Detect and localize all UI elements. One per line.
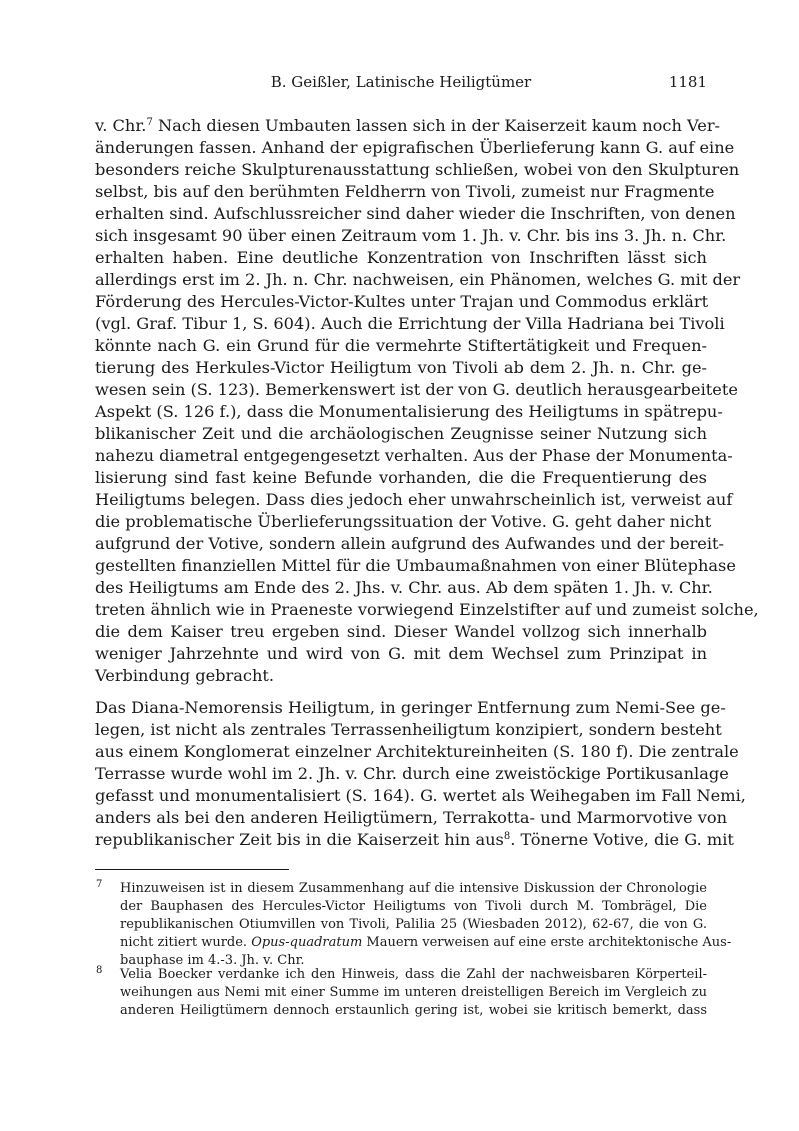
- footnote-line: bauphase im 4.-3. Jh. v. Chr.: [120, 953, 305, 968]
- text-line: Verbindung gebracht.: [95, 666, 275, 685]
- text-line: weniger Jahrzehnte und wird von G. mit dem Wechsel zum Prinzipat in: [95, 644, 707, 663]
- text-line: gefasst und monumentalisiert (S. 164). G. wertet als Weihegaben im Fall Nemi,: [95, 786, 746, 805]
- text-line: sich insgesamt 90 über einen Zeitraum vom 1. Jh. v. Chr. bis ins 3. Jh. n. Chr.: [95, 226, 727, 245]
- text-line: änderungen fassen. Anhand der epigrafischen Überlieferung kann G. auf eine: [95, 138, 735, 157]
- text-line: des Heiligtums am Ende des 2. Jhs. v. Chr. aus. Ab dem späten 1. Jh. v. Chr.: [95, 578, 713, 597]
- footnote-line: republikanischen Otiumvillen von Tivoli, Palilia 25 (Wiesbaden 2012), 62-67, die von G.: [120, 917, 707, 932]
- footnote-line: anderen Heiligtümern dennoch erstaunlich gering ist, wobei sie kritisch bemerkt, dass: [120, 1003, 707, 1018]
- text-line: wesen sein (S. 123). Bemerkenswert ist der von G. deutlich herausgearbeitete: [95, 380, 738, 399]
- running-header: [95, 70, 707, 94]
- text-line: besonders reiche Skulpturenausstattung schließen, wobei von den Skulpturen: [95, 160, 740, 179]
- footnote-ref-8[interactable]: 8: [503, 831, 511, 842]
- text-line: Heiligtums belegen. Dass dies jedoch eher unwahrscheinlich ist, verweist auf: [95, 490, 733, 509]
- italic-term: Opus-quadratum: [251, 935, 363, 950]
- footnote-line: weihungen aus Nemi mit einer Summe im unteren dreistelligen Bereich im Vergleich zu: [120, 985, 707, 1000]
- text-span: . Tönerne Votive, die G. mit: [510, 830, 734, 849]
- page-number: 1181: [668, 73, 707, 91]
- text-span: nicht zitiert wurde.: [120, 935, 248, 950]
- text-line: Förderung des Hercules-Victor-Kultes unter Trajan und Commodus erklärt: [95, 292, 709, 311]
- footnote-number: 8: [96, 965, 103, 976]
- text-line: anders als bei den anderen Heiligtümern, Terrakotta- und Marmorvotive von: [95, 808, 728, 827]
- footnote-line: [120, 934, 732, 952]
- text-span: v. Chr.: [95, 116, 147, 135]
- text-line: nahezu diametral entgegengesetzt verhalten. Aus der Phase der Monumenta-: [95, 446, 733, 465]
- text-line: [95, 115, 721, 137]
- text-line: Das Diana-Nemorensis Heiligtum, in geringer Entfernung zum Nemi-See ge-: [95, 698, 726, 717]
- text-span: republikanischer Zeit bis in die Kaiserzeit hin aus: [95, 830, 504, 849]
- text-line: Terrasse wurde wohl im 2. Jh. v. Chr. durch eine zweistöckige Portikusanlage: [95, 764, 729, 783]
- text-line: erhalten sind. Aufschlussreicher sind daher wieder die Inschriften, von denen: [95, 204, 736, 223]
- text-line: [95, 829, 734, 851]
- text-line: legen, ist nicht als zentrales Terrassenheiligtum konzipiert, sondern besteht: [95, 720, 722, 739]
- text-line: erhalten haben. Eine deutliche Konzentration von Inschriften lässt sich: [95, 248, 707, 267]
- text-line: aus einem Konglomerat einzelner Architektureinheiten (S. 180 f). Die zentrale: [95, 742, 739, 761]
- text-line: tierung des Herkules-Victor Heiligtum von Tivoli ab dem 2. Jh. n. Chr. ge-: [95, 358, 707, 377]
- running-title: B. Geißler, Latinische Heiligtümer: [270, 73, 532, 91]
- text-line: die dem Kaiser treu ergeben sind. Dieser Wandel vollzog sich innerhalb: [95, 622, 707, 641]
- text-line: allerdings erst im 2. Jh. n. Chr. nachweisen, ein Phänomen, welches G. mit der: [95, 270, 741, 289]
- text-line: könnte nach G. ein Grund für die vermehrte Stiftertätigkeit und Frequen-: [95, 336, 707, 355]
- text-line: treten ähnlich wie in Praeneste vorwiegend Einzelstifter auf und zumeist solche,: [95, 600, 759, 619]
- text-line: selbst, bis auf den berühmten Feldherrn von Tivoli, zumeist nur Fragmente: [95, 182, 715, 201]
- text-line: blikanischer Zeit und die archäologischen Zeugnisse seiner Nutzung sich: [95, 424, 707, 443]
- text-line: Aspekt (S. 126 f.), dass die Monumentalisierung des Heiligtums in spätrepu-: [95, 402, 723, 421]
- text-line: (vgl. Graf. Tibur 1, S. 604). Auch die Errichtung der Villa Hadriana bei Tivoli: [95, 314, 725, 333]
- text-span: Nach diesen Umbauten lassen sich in der Kaiserzeit kaum noch Ver-: [152, 116, 721, 135]
- footnote-line: der Bauphasen des Hercules-Victor Heiligtums von Tivoli durch M. Tombrägel, Die: [120, 899, 707, 914]
- footnote-ref-7[interactable]: 7: [146, 117, 153, 128]
- footnote-line: Hinzuweisen ist in diesem Zusammenhang auf die intensive Diskussion der Chronologie: [120, 881, 707, 896]
- text-line: lisierung sind fast keine Befunde vorhanden, die die Frequentierung des: [95, 468, 707, 487]
- text-line: aufgrund der Votive, sondern allein aufgrund des Aufwandes und der bereit-: [95, 534, 725, 553]
- text-line: die problematische Überlieferungssituation der Votive. G. geht daher nicht: [95, 512, 712, 531]
- footnote-line: Velia Boecker verdanke ich den Hinweis, dass die Zahl der nachweisbaren Körperteil-: [120, 967, 707, 982]
- footnote-number: 7: [96, 879, 103, 890]
- text-span: Mauern verweisen auf eine erste architektonische Aus-: [362, 935, 732, 950]
- footnote-separator: [95, 869, 289, 870]
- text-line: gestellten finanziellen Mittel für die Umbaumaßnahmen von einer Blütephase: [95, 556, 736, 575]
